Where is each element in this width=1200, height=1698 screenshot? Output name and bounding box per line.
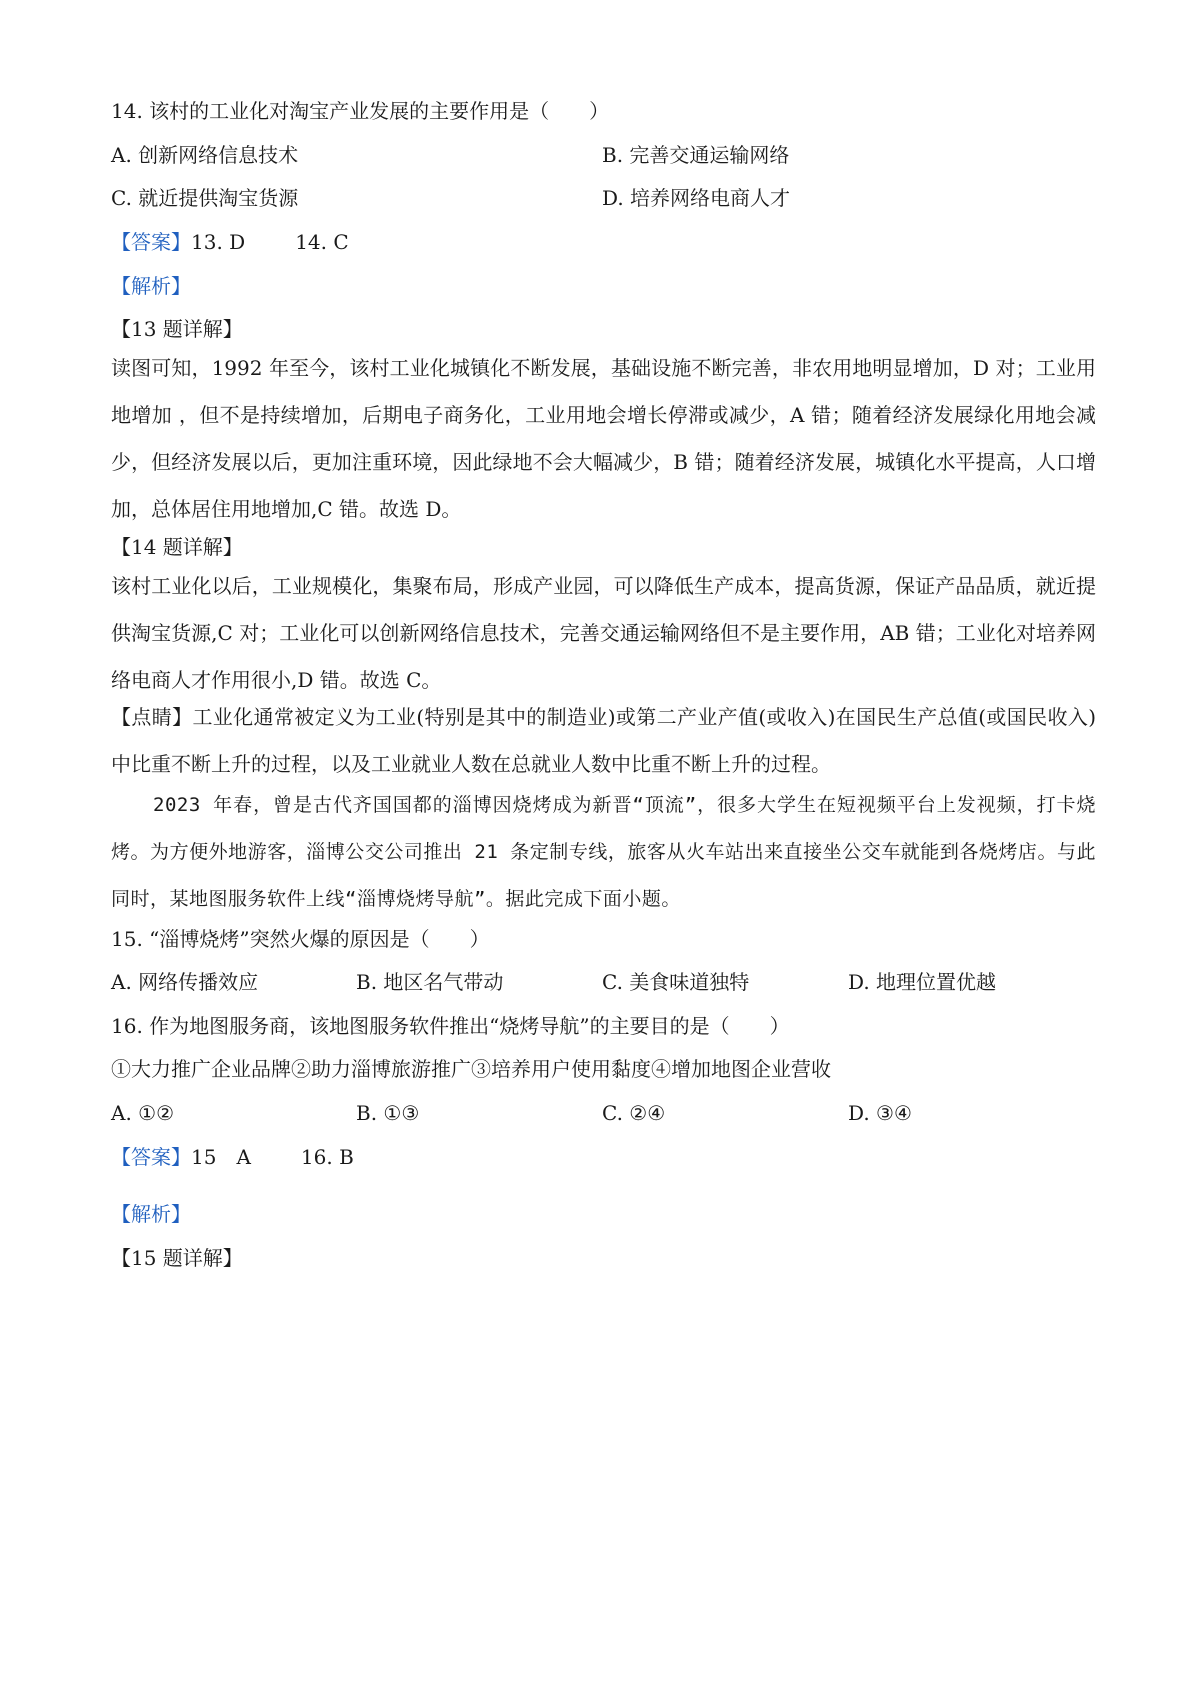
answer-13: 13. D [191,230,246,254]
answer-15-16 [111,1143,354,1171]
q16-stem: 16. 作为地图服务商，该地图服务软件推出“烧烤导航”的主要目的是（ ） [111,1014,790,1038]
detail-13-text: 读图可知，1992 年至今，该村工业化城镇化不断发展，基础设施不断完善，非农用地明显增加，D 对；工业用地增加 ，但不是持续增加，后期电子商务化，工业用地会增长停滞或减少，A 错；随着经济发展绿化用地会减少，但经济发展以后，更加注重环境，因此绿地不会大幅减少，B 错；随着经济发展，城镇化水平提高，人口增加，总体居住用地增加,C 错。故选 D。 [111,356,1096,521]
detail-13-heading: 【13 题详解】 [111,317,243,341]
q14-option-a: A. 创新网络信息技术 [111,143,299,167]
q16-option-d: D. ③④ [848,1101,912,1125]
q16-option-a: A. ①② [111,1101,175,1125]
q15-option-a: A. 网络传播效应 [111,970,259,994]
tip-tag: 【点睛】 [111,705,193,729]
tip-text: 工业化通常被定义为工业(特别是其中的制造业)或第二产业产值(或收入)在国民生产总值(或国民收入)中比重不断上升的过程，以及工业就业人数在总就业人数中比重不断上升的过程。 [111,705,1096,776]
detail-14-heading: 【14 题详解】 [111,535,243,559]
q14-option-d: D. 培养网络电商人才 [602,186,791,210]
zibo-passage: 2023 年春，曾是古代齐国国都的淄博因烧烤成为新晋“顶流”，很多大学生在短视频平台上发视频，打卡烧烤。为方便外地游客，淄博公交公司推出 21 条定制专线，旅客从火车站出来直接坐公交车就能到各烧烤店。与此同时，某地图服务软件上线“淄博烧烤导航”。据此完成下面小题。 [111,794,1096,910]
answer-tag: 【答案】 [111,1145,191,1169]
q14-option-c: C. 就近提供淘宝货源 [111,186,299,210]
q15-option-c: C. 美食味道独特 [602,970,750,994]
q16-option-c: C. ②④ [602,1101,666,1125]
tip-paragraph [111,694,1096,788]
analysis-tag: 【解析】 [111,274,191,298]
q15-option-b: B. 地区名气带动 [356,970,504,994]
detail-15-heading: 【15 题详解】 [111,1246,243,1270]
answer-13-14 [111,228,349,256]
q14-stem: 14. 该村的工业化对淘宝产业发展的主要作用是（ ） [111,99,610,123]
q16-choices: ①大力推广企业品牌②助力淄博旅游推广③培养用户使用黏度④增加地图企业营收 [111,1057,831,1081]
answer-16: 16. B [300,1145,354,1169]
answer-15: 15 A [191,1145,251,1169]
analysis-tag-2: 【解析】 [111,1202,191,1226]
q15-option-d: D. 地理位置优越 [848,970,997,994]
q16-option-b: B. ①③ [356,1101,420,1125]
answer-tag: 【答案】 [111,230,191,254]
q15-stem: 15. “淄博烧烤”突然火爆的原因是（ ） [111,927,490,951]
answer-14: 14. C [295,230,349,254]
q14-option-b: B. 完善交通运输网络 [602,143,790,167]
detail-14-text: 该村工业化以后，工业规模化，集聚布局，形成产业园，可以降低生产成本，提高货源，保证产品品质，就近提供淘宝货源,C 对；工业化可以创新网络信息技术，完善交通运输网络但不是主要作用，AB 错；工业化对培养网络电商人才作用很小,D 错。故选 C。 [111,574,1096,692]
